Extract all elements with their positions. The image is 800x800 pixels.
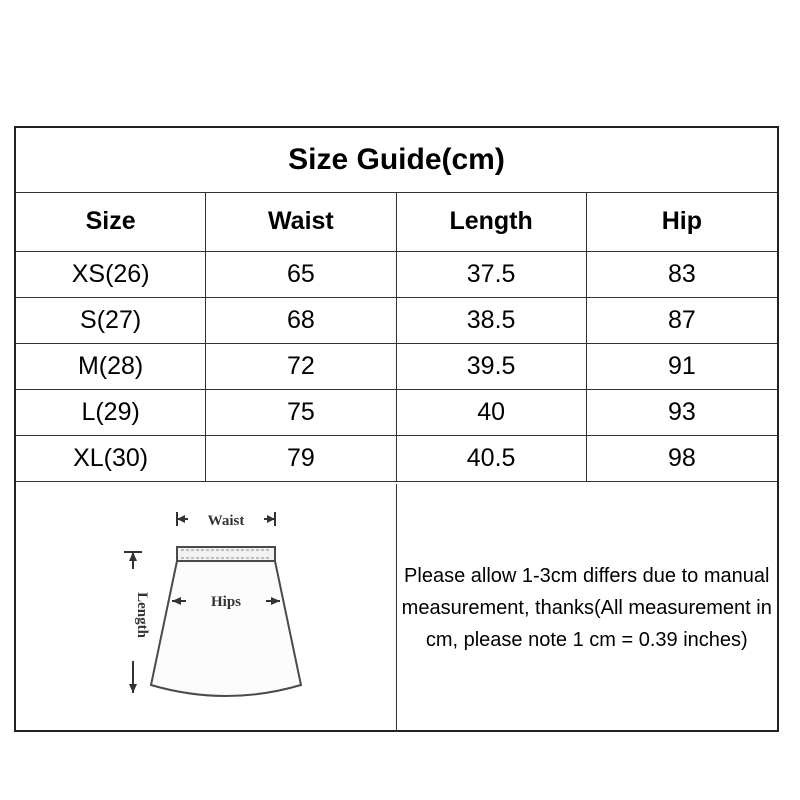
- waist-label: Waist: [207, 513, 245, 529]
- table-row: [16, 252, 777, 298]
- skirt-diagram-cell: [16, 484, 397, 732]
- waist-cell: 79: [206, 436, 396, 481]
- hip-cell: 83: [667, 260, 696, 288]
- header-size: Size: [16, 192, 206, 251]
- waistband: [177, 547, 275, 561]
- waist-cell: 68: [206, 298, 396, 343]
- header-length: Length: [397, 192, 587, 251]
- size-cell: L(29): [16, 390, 206, 435]
- length-cell: 37.5: [397, 252, 587, 297]
- table-row: [16, 344, 777, 390]
- length-cell: 39.5: [397, 344, 587, 389]
- length-cell: 40.5: [397, 436, 587, 481]
- length-cell: 40: [397, 390, 587, 435]
- skirt-measurement-diagram: [106, 497, 306, 719]
- hip-cell: 87: [667, 306, 696, 334]
- size-table-grid: [16, 192, 777, 482]
- table-row: [16, 436, 777, 482]
- waist-cell: 65: [206, 252, 396, 297]
- table-header-row: [16, 192, 777, 252]
- bottom-section: [16, 484, 777, 732]
- size-cell: XS(26): [16, 252, 206, 297]
- size-guide-table: [14, 126, 779, 732]
- hips-label: Hips: [210, 594, 241, 610]
- table-row: [16, 390, 777, 436]
- waist-cell: 75: [206, 390, 396, 435]
- hip-cell: 93: [667, 398, 696, 426]
- size-cell: M(28): [16, 344, 206, 389]
- header-hip: Hip: [661, 207, 703, 235]
- size-cell: S(27): [16, 298, 206, 343]
- measurement-note: Please allow 1-3cm differs due to manual measurement, thanks(All measurement in cm, please note 1 cm = 0.39 inches): [401, 565, 772, 651]
- note-cell: [397, 484, 778, 732]
- size-cell: XL(30): [16, 436, 206, 481]
- page-title: Size Guide(cm): [16, 128, 777, 193]
- hip-cell: 91: [667, 352, 696, 380]
- waist-cell: 72: [206, 344, 396, 389]
- hip-cell: 98: [667, 444, 696, 472]
- skirt-outline: [151, 561, 301, 696]
- table-row: [16, 298, 777, 344]
- length-label: Length: [133, 592, 150, 638]
- header-waist: Waist: [206, 192, 396, 251]
- length-cell: 38.5: [397, 298, 587, 343]
